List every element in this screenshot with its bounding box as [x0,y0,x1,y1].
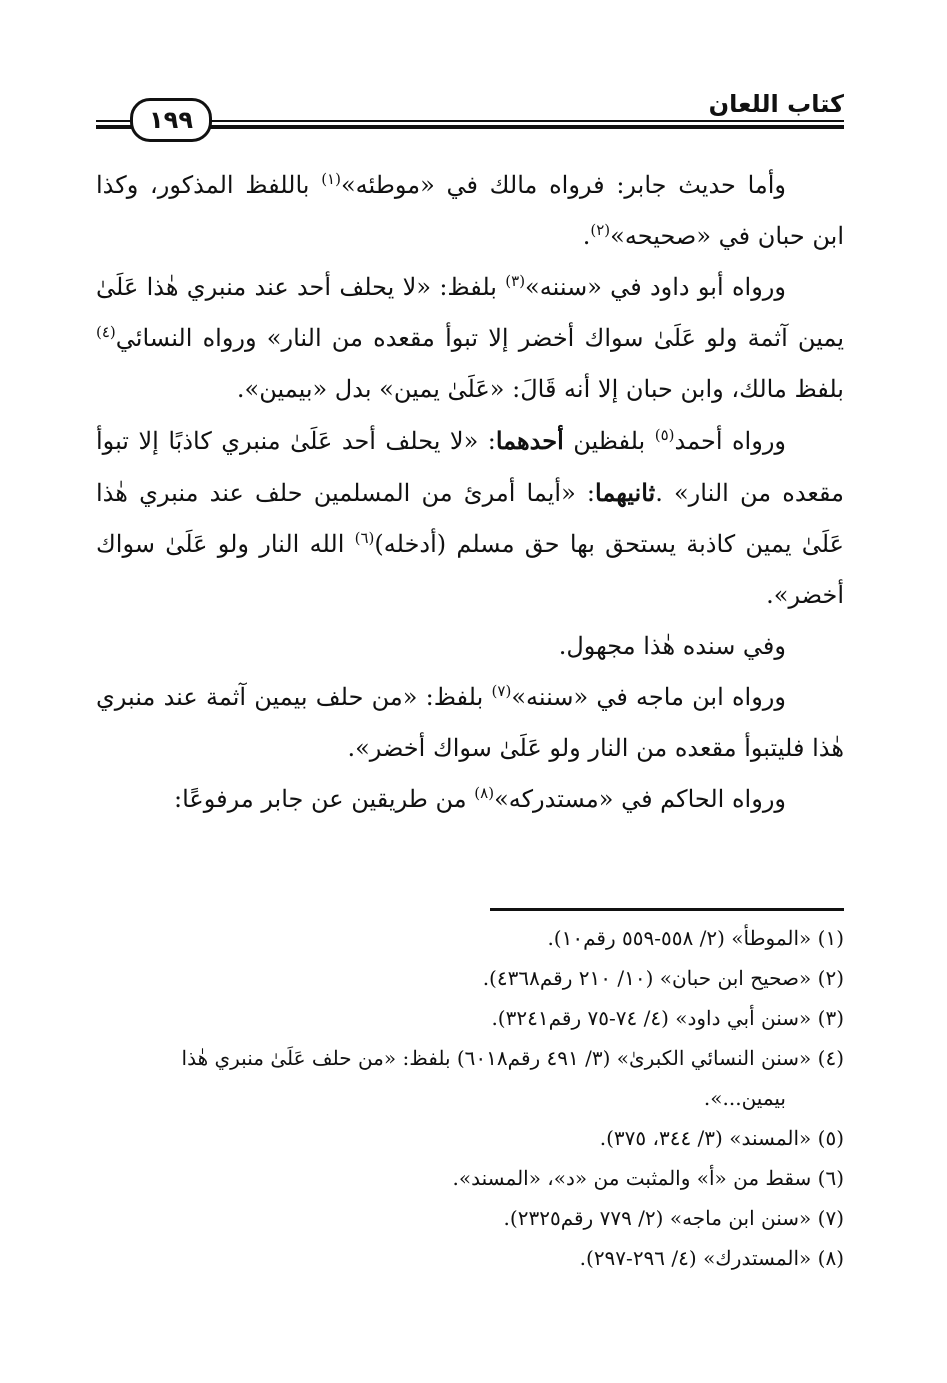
footnote-4-continued: بيمين...». [703,1086,786,1110]
text-run: : «لا يحلف أحد عَلَىٰ منبري كاذبًا إلا تبوأ مقعده من النار» . [96,427,845,507]
text-run: . [582,222,591,250]
text-run: بلفظ مالك، وابن حبان إلا أنه قَالَ: «عَلَىٰ يمين» بدل «بيمين». [236,375,844,403]
bold-term: أحدهما [495,426,564,455]
footnote-7: (٧) «سنن ابن ماجه» (٢/ ٧٧٩ رقم٢٣٢٥). [503,1206,844,1230]
paragraph-6 [96,774,844,825]
footnote-ref-1[interactable]: (١) [321,170,341,188]
footnote-8: (٨) «المستدرك» (٤/ ٢٩٦-٢٩٧). [579,1246,844,1270]
text-run: ورواه أحمد [674,427,786,455]
footnote-separator [490,908,844,911]
text-run: بلفظ: «من حلف بيمين آثمة عند منبري هٰذا فليتبوأ مقعده من النار ولو عَلَىٰ سواك أخضر». [96,683,844,762]
paragraph-3 [96,415,844,621]
text-run: من طريقين عن جابر مرفوعًا: [174,785,475,813]
bold-term: ثانيهما [595,478,656,507]
text-run: ورواه الحاكم في «مستدركه» [494,785,786,813]
footnote-4: (٤) «سنن النسائي الكبرىٰ» (٣/ ٤٩١ رقم٦٠١٨) بلفظ: «من حلف عَلَىٰ منبري هٰذا [181,1046,844,1070]
footnote-ref-4[interactable]: (٤) [96,323,116,341]
page-number: ١٩٩ [130,98,212,142]
footnote-6: (٦) سقط من «أ» والمثبت من «د»، «المسند». [452,1166,844,1190]
page-header [96,88,844,138]
text-run: باللفظ المذكور، وكذا ابن حبان في «صحيحه» [96,171,844,250]
text-run: وأما حديث جابر: فرواه مالك في «موطئه» [340,171,787,199]
footnote-5: (٥) «المسند» (٣/ ٣٤٤، ٣٧٥). [599,1126,844,1150]
text-run: بلفظين [563,427,655,455]
footnote-ref-2[interactable]: (٢) [590,221,611,239]
text-run: ورواه أبو داود في «سننه» [525,273,786,301]
text-run: الله النار ولو عَلَىٰ سواك أخضر». [96,530,844,609]
paragraph-2 [96,262,844,415]
main-text [96,160,844,825]
footnote-ref-8[interactable]: (٨) [474,784,495,802]
footnote-ref-6[interactable]: (٦) [354,529,375,547]
text-run: ورواه ابن ماجه في «سننه» [511,683,786,711]
text-run: بلفظ: «لا يحلف أحد عند منبري هٰذا عَلَىٰ يمين آثمة ولو عَلَىٰ سواك أخضر إلا تبوأ مقعده من النار» ورواه النسائي [96,273,844,352]
footnote-1: (١) «الموطأ» (٢/ ٥٥٨-٥٥٩ رقم١٠). [547,926,844,950]
footnotes [96,918,844,1278]
paragraph-4 [96,621,844,672]
text-run: وفي سنده هٰذا مجهول. [558,632,786,660]
footnote-3: (٣) «سنن أبي داود» (٤/ ٧٤-٧٥ رقم٣٢٤١). [491,1006,844,1030]
text-run: : «أيما أمرئ من المسلمين حلف عند منبري هٰذا عَلَىٰ يمين كاذبة يستحق بها حق مسلم (أدخله) [96,479,845,558]
footnote-ref-7[interactable]: (٧) [491,682,512,700]
chapter-title: كتاب اللعان [699,88,844,120]
footnote-ref-5[interactable]: (٥) [654,426,675,444]
paragraph-1 [96,160,844,262]
paragraph-5 [96,672,844,774]
footnote-2: (٢) «صحيح ابن حبان» (١٠/ ٢١٠ رقم٤٣٦٨). [482,966,844,990]
footnote-ref-3[interactable]: (٣) [505,272,526,290]
